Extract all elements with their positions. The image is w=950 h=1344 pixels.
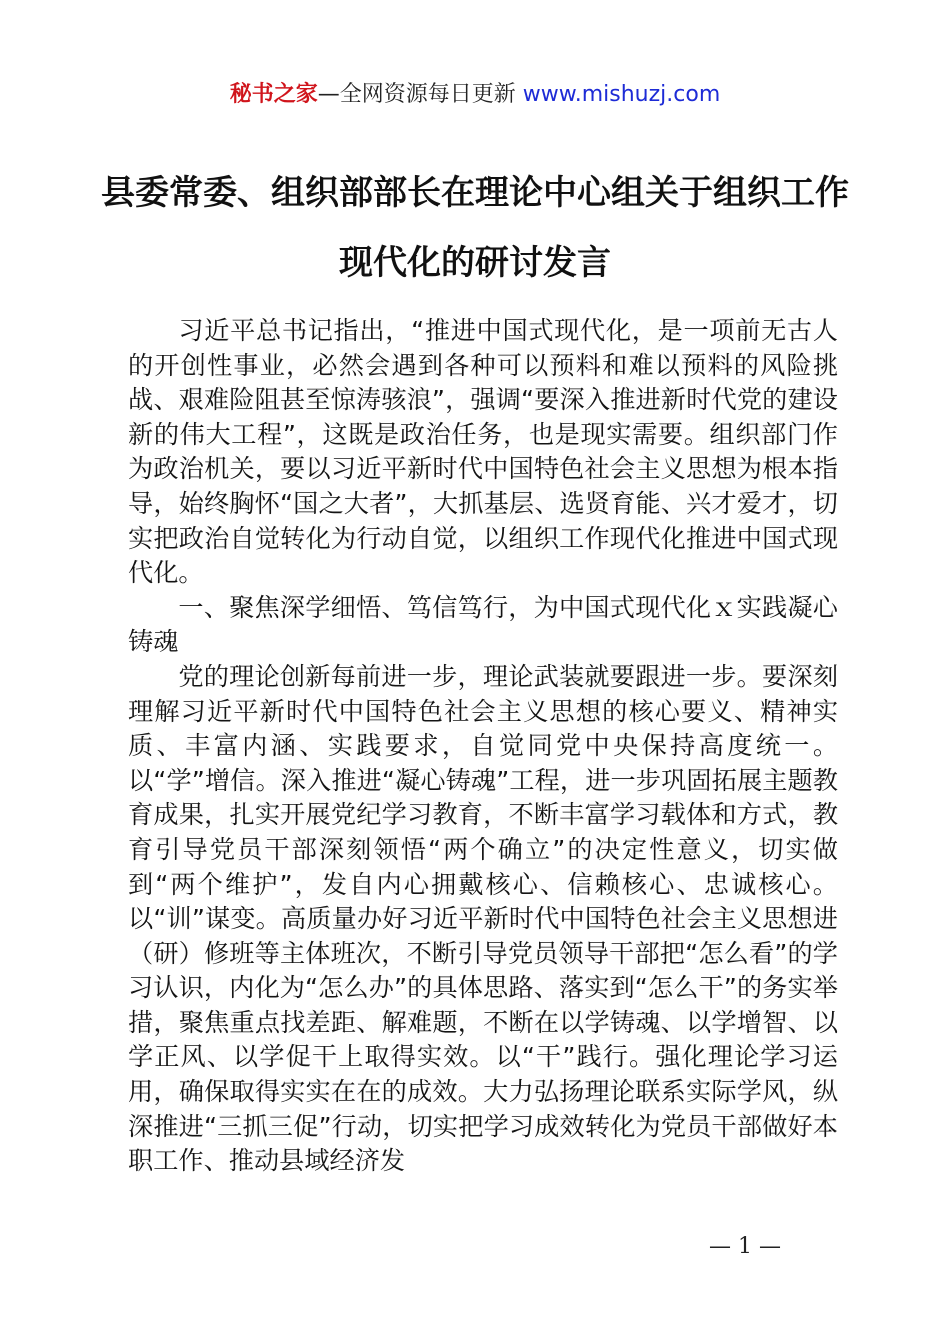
document-body — [128, 314, 838, 1179]
section-heading-1: 一、聚焦深学细悟、笃信笃行，为中国式现代化ｘ实践凝心铸魂 — [128, 592, 838, 657]
site-url-link[interactable]: www.mishuzj.com — [522, 82, 721, 107]
site-header — [0, 78, 950, 112]
site-tagline: —全网资源每日更新 — [317, 82, 516, 107]
site-brand: 秘书之家 — [229, 82, 318, 107]
page-number: — 1 — — [709, 1234, 781, 1259]
paragraph-section-1: 党的理论创新每前进一步，理论武装就要跟进一步。要深刻理解习近平新时代中国特色社会主义思想的核心要义、精神实质、丰富内涵、实践要求，自觉同党中央保持高度统一。以“学”增信。深入推进“凝心铸魂”工程，进一步巩固拓展主题教育成果，扎实开展党纪学习教育，不断丰富学习载体和方式，教育引导党员干部深刻领悟“两个确立”的决定性意义，切实做到“两个维护”，发自内心拥戴核心、信赖核心、忠诚核心。以“训”谋变。高质量办好习近平新时代中国特色社会主义思想进（研）修班等主体班次，不断引导党员领导干部把“怎么看”的学习认识，内化为“怎么办”的具体思路、落实到“怎么干”的务实举措，聚焦重点找差距、解难题，不断在以学铸魂、以学增智、以学正风、以学促干上取得实效。以“干”践行。强化理论学习运用，确保取得实实在在的成效。大力弘扬理论联系实际学风，纵深推进“三抓三促”行动，切实把学习成效转化为党员干部做好本职工作、推动县域经济发 — [128, 661, 838, 1176]
paragraph-intro: 习近平总书记指出，“推进中国式现代化，是一项前无古人的开创性事业，必然会遇到各种可以预料和难以预料的风险挑战、艰难险阻甚至惊涛骇浪”，强调“要深入推进新时代党的建设新的伟大工程”，这既是政治任务，也是现实需要。组织部门作为政治机关，要以习近平新时代中国特色社会主义思想为根本指导，始终胸怀“国之大者”，大抓基层、选贤育能、兴才爱才，切实把政治自觉转化为行动自觉，以组织工作现代化推进中国式现代化。 — [128, 316, 838, 588]
document-title: 县委常委、组织部部长在理论中心组关于组织工作现代化的研讨发言 — [101, 173, 849, 283]
